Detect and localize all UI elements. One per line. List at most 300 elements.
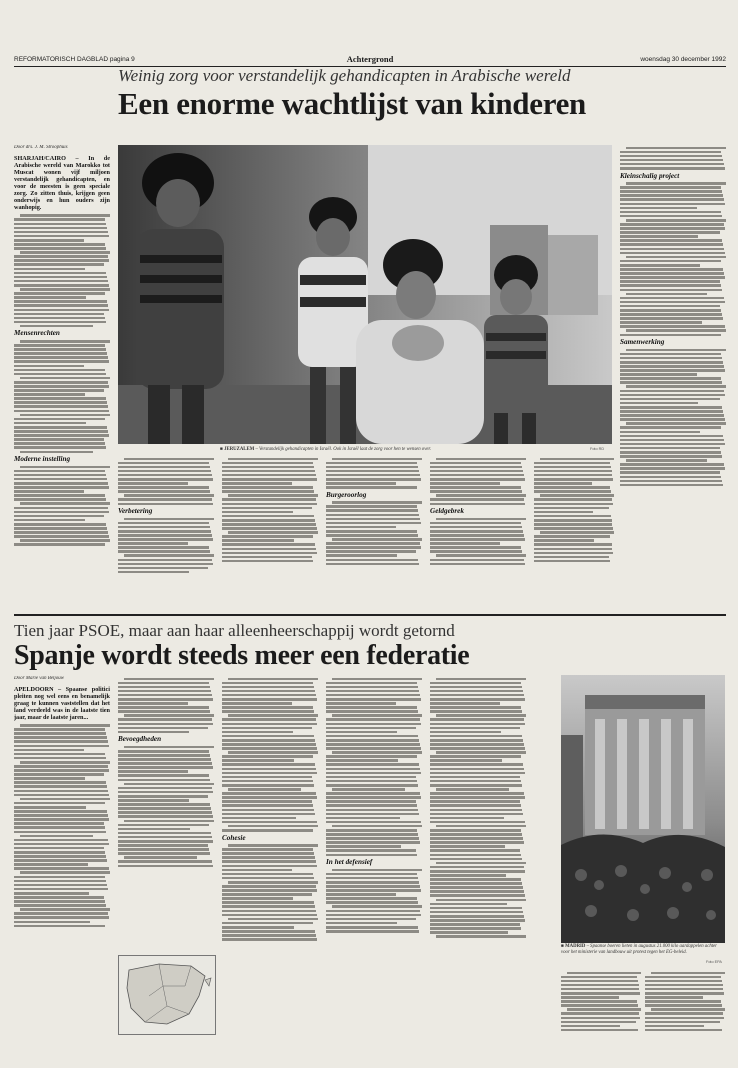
subhead-kleinschalig-project: Kleinschalig project [620, 171, 680, 180]
text-line [645, 996, 703, 999]
text-line [620, 231, 720, 234]
text-line [222, 865, 317, 868]
article1-photo-caption [220, 447, 612, 452]
text-line [430, 804, 521, 807]
text-line [14, 478, 107, 481]
article2-column-6 [561, 970, 641, 1058]
text-line [326, 926, 418, 929]
article1-column-1 [14, 145, 110, 600]
text-line [118, 787, 212, 790]
article1-kicker: Weinig zorg voor verstandelijk gehandicapten in Arabische wereld [118, 66, 571, 85]
text-line [326, 546, 421, 549]
text-line [430, 768, 524, 771]
caption-place: MADRID [565, 944, 586, 949]
text-line [561, 1012, 639, 1015]
text-line [222, 462, 313, 465]
text-line [620, 159, 723, 162]
text-line [436, 788, 509, 791]
text-line [118, 702, 188, 705]
text-line [14, 921, 90, 924]
text-line [124, 678, 214, 681]
text-line [326, 727, 416, 730]
text-line [222, 877, 314, 880]
text-line [118, 754, 210, 757]
text-line [118, 538, 213, 541]
text-line [326, 514, 419, 517]
text-line [14, 839, 108, 842]
text-line [326, 759, 398, 762]
text-line [645, 1017, 724, 1020]
text-line [222, 478, 317, 481]
text-line [222, 852, 314, 855]
text-line [118, 770, 188, 773]
text-line [222, 800, 312, 803]
text-line [436, 494, 526, 497]
text-line [620, 317, 723, 320]
text-line [326, 845, 401, 848]
text-line [326, 466, 418, 469]
text-line [228, 714, 318, 717]
text-line [620, 476, 721, 479]
text-line [430, 866, 524, 869]
text-line [222, 539, 294, 542]
text-line [561, 984, 639, 987]
text-line [326, 889, 421, 892]
text-line [326, 534, 418, 537]
text-line [326, 530, 417, 533]
body-text-block [222, 844, 318, 941]
text-line [14, 482, 108, 485]
text-line [222, 905, 315, 908]
text-line [326, 755, 417, 758]
text-line [14, 470, 105, 473]
text-line [326, 833, 418, 836]
text-line [118, 530, 211, 533]
text-line [222, 519, 315, 522]
text-line [118, 848, 209, 851]
text-line [430, 682, 521, 685]
text-line [14, 806, 86, 809]
text-line [620, 248, 724, 251]
text-line [326, 821, 421, 824]
text-line [620, 443, 725, 446]
issue-date: woensdag 30 december 1992 [640, 56, 726, 63]
text-line [222, 507, 312, 510]
text-line [430, 563, 525, 566]
text-line [14, 523, 106, 526]
text-line [620, 309, 721, 312]
text-line [222, 776, 312, 779]
text-line [14, 272, 106, 275]
text-line [118, 799, 189, 802]
text-line [620, 455, 722, 458]
text-line [118, 486, 209, 489]
text-line [620, 410, 723, 413]
text-line [222, 735, 314, 738]
text-line [222, 938, 317, 941]
text-line [14, 313, 104, 316]
text-line [118, 522, 209, 525]
text-line [620, 268, 723, 271]
text-line [436, 518, 526, 521]
text-line [430, 478, 525, 481]
text-line [534, 556, 609, 559]
text-line [118, 503, 213, 506]
text-line [620, 280, 720, 283]
text-line [430, 817, 504, 820]
text-line [118, 795, 208, 798]
subhead-geldgebrek: Geldgebrek [430, 507, 464, 516]
text-line [430, 821, 525, 824]
text-line [620, 353, 721, 356]
text-line [620, 361, 723, 364]
article1-byline: Door drs. J. M. Stroophuis [14, 145, 68, 150]
masthead [14, 54, 726, 66]
text-line [222, 860, 316, 863]
subhead-in-het-defensief: In het defensief [326, 858, 373, 867]
text-line [118, 686, 210, 689]
text-line [14, 855, 106, 858]
text-line [14, 543, 105, 546]
text-line [222, 690, 315, 693]
body-text-block [326, 869, 422, 933]
text-line [118, 860, 212, 863]
text-line [222, 490, 314, 493]
text-line [645, 1000, 721, 1003]
text-line [430, 870, 525, 873]
section-title: Achtergrond [346, 54, 394, 64]
text-line [14, 389, 104, 392]
text-line [222, 784, 314, 787]
caption-place: JERUZALEM [224, 447, 255, 452]
text-line [14, 892, 89, 895]
text-line [14, 309, 109, 312]
text-line [222, 743, 316, 746]
text-line [620, 373, 697, 376]
body-text-block [561, 972, 641, 1032]
text-line [14, 880, 106, 883]
text-line [14, 773, 104, 776]
text-line [430, 466, 522, 469]
text-line [14, 401, 107, 404]
text-line [14, 896, 104, 899]
body-text-block [14, 340, 110, 453]
text-line [14, 393, 85, 396]
text-line [14, 369, 105, 372]
text-line [561, 1029, 638, 1032]
text-line [430, 534, 524, 537]
text-line [534, 543, 612, 546]
text-line [430, 780, 521, 783]
text-line [118, 559, 212, 562]
text-line [118, 766, 213, 769]
text-line [20, 502, 110, 505]
body-text-block [620, 182, 726, 336]
text-line [430, 550, 522, 553]
text-line [118, 571, 189, 574]
text-line [222, 780, 313, 783]
text-line [326, 804, 417, 807]
text-line [620, 365, 724, 368]
text-line [124, 746, 214, 749]
text-line [118, 698, 213, 701]
text-line [14, 227, 107, 230]
text-line [124, 458, 214, 461]
text-line [430, 903, 507, 906]
text-line [20, 798, 110, 801]
text-line [222, 910, 316, 913]
text-line [222, 686, 314, 689]
text-line [620, 284, 721, 287]
article-separator-rule [14, 614, 726, 616]
text-line [222, 759, 294, 762]
subhead-cohesie: Cohesie [222, 833, 246, 842]
text-line [14, 781, 106, 784]
body-text-block [222, 678, 318, 832]
article2-headline: Spanje wordt steeds meer een federatie [14, 640, 470, 671]
text-line [534, 462, 610, 465]
article2-kicker: Tien jaar PSOE, maar aan haar alleenheerschappij wordt getornd [14, 621, 455, 640]
text-line [228, 531, 318, 534]
article1-photo [118, 145, 612, 444]
text-line [332, 905, 422, 908]
text-line [534, 511, 593, 514]
text-line [326, 885, 420, 888]
text-line [430, 735, 522, 738]
caption-marker-icon: ■ [220, 447, 225, 452]
text-line [326, 922, 397, 925]
text-line [326, 735, 418, 738]
text-line [332, 788, 405, 791]
text-line [222, 723, 317, 726]
text-line [118, 807, 211, 810]
text-line [620, 381, 722, 384]
text-line [14, 360, 109, 363]
text-line [118, 567, 208, 570]
text-line [222, 543, 315, 546]
subhead-verbetering: Verbetering [118, 507, 153, 516]
text-line [222, 727, 312, 730]
text-line [561, 1021, 636, 1024]
text-line [430, 503, 525, 506]
text-line [430, 694, 524, 697]
text-line [222, 470, 315, 473]
text-line [430, 723, 525, 726]
text-line [645, 1012, 723, 1015]
text-line [620, 305, 720, 308]
text-line [20, 325, 93, 328]
text-line [222, 535, 313, 538]
text-line [430, 858, 522, 861]
text-line [326, 509, 418, 512]
text-line [534, 560, 610, 563]
text-line [430, 911, 523, 914]
text-line [651, 1008, 725, 1011]
text-line [567, 972, 641, 975]
text-line [118, 750, 209, 753]
text-line [326, 550, 416, 553]
text-line [436, 825, 526, 828]
text-line [14, 280, 108, 283]
article2-photo [561, 675, 725, 943]
article1-column-2 [118, 456, 214, 606]
text-line [620, 297, 724, 300]
text-line [14, 867, 109, 870]
text-line [326, 478, 421, 481]
text-line [222, 702, 292, 705]
text-line [326, 718, 420, 721]
text-line [332, 678, 422, 681]
text-line [222, 897, 293, 900]
text-line [14, 904, 106, 907]
text-line [118, 526, 210, 529]
text-line [14, 231, 108, 234]
text-line [534, 507, 609, 510]
text-line [326, 901, 418, 904]
text-line [626, 385, 726, 388]
text-line [222, 556, 312, 559]
text-line [326, 813, 419, 816]
subhead-moderne-instelling: Moderne instelling [14, 455, 71, 464]
text-line [14, 446, 106, 449]
text-line [332, 714, 422, 717]
text-line [620, 414, 724, 417]
text-line [430, 530, 523, 533]
text-line [620, 151, 721, 154]
text-line [620, 301, 725, 304]
text-line [430, 462, 521, 465]
article2-column-5 [430, 676, 526, 1056]
text-line [14, 925, 105, 928]
text-line [14, 239, 84, 242]
text-line [14, 749, 84, 752]
text-line [228, 458, 318, 461]
text-line [222, 523, 316, 526]
text-line [222, 710, 314, 713]
text-line [20, 871, 110, 874]
text-line [430, 784, 522, 787]
text-line [118, 546, 209, 549]
text-line [14, 304, 108, 307]
text-line [626, 147, 726, 150]
text-line [436, 935, 526, 938]
text-line [222, 809, 314, 812]
text-line [430, 690, 523, 693]
article2-column-1 [14, 676, 110, 1056]
text-line [326, 763, 419, 766]
text-line [118, 482, 188, 485]
text-line [14, 259, 109, 262]
article1-column-right [620, 145, 726, 605]
text-line [14, 765, 108, 768]
text-line [430, 923, 520, 926]
text-line [534, 470, 612, 473]
text-line [14, 790, 108, 793]
text-line [430, 849, 520, 852]
text-line [620, 394, 725, 397]
text-line [534, 548, 612, 551]
text-line [118, 815, 213, 818]
text-line [430, 813, 523, 816]
text-line [14, 753, 105, 756]
text-line [620, 439, 724, 442]
text-line [620, 334, 721, 337]
text-line [561, 980, 638, 983]
text-line [326, 743, 420, 746]
text-line [20, 214, 110, 217]
text-line [222, 926, 294, 929]
text-line [561, 992, 640, 995]
text-line [14, 426, 107, 429]
photo-children-jerusalem [118, 145, 612, 444]
text-line [645, 1021, 720, 1024]
text-line [118, 844, 208, 847]
text-line [430, 490, 522, 493]
subhead-samenwerking: Samenwerking [620, 338, 665, 347]
text-line [14, 814, 108, 817]
text-line [118, 694, 212, 697]
text-line [326, 686, 418, 689]
text-line [118, 563, 213, 566]
text-line [430, 686, 522, 689]
text-line [20, 724, 110, 727]
text-line [430, 927, 521, 930]
text-line [626, 459, 707, 462]
text-line [20, 340, 110, 343]
text-line [326, 542, 420, 545]
body-text-block [326, 501, 422, 565]
text-line [332, 751, 422, 754]
text-line [534, 527, 613, 530]
text-line [430, 759, 502, 762]
text-line [222, 873, 313, 876]
text-line [14, 728, 105, 731]
text-line [326, 784, 418, 787]
text-line [534, 552, 613, 555]
text-line [14, 847, 104, 850]
text-line [332, 869, 422, 872]
text-line [222, 893, 312, 896]
text-line [14, 498, 106, 501]
text-line [561, 1000, 637, 1003]
text-line [332, 501, 422, 504]
text-line [326, 690, 419, 693]
article2-column-7 [645, 970, 725, 1058]
text-line [14, 490, 84, 493]
text-line [222, 511, 293, 514]
text-line [430, 498, 524, 501]
text-line [430, 907, 522, 910]
subhead-mensenrechten: Mensenrechten [14, 329, 60, 338]
text-line [326, 800, 416, 803]
text-line [620, 215, 722, 218]
text-line [430, 763, 523, 766]
text-line [620, 471, 720, 474]
text-line [436, 751, 526, 754]
text-line [222, 498, 316, 501]
text-line [222, 698, 317, 701]
article1-photo-credit: Foto RD [590, 447, 605, 451]
article2-column-2 [118, 676, 214, 951]
text-line [118, 832, 211, 835]
text-line [645, 1029, 722, 1032]
text-line [222, 813, 315, 816]
text-line [326, 723, 421, 726]
photo-potato-protest-madrid [561, 675, 725, 943]
text-line [14, 410, 109, 413]
text-line [534, 490, 611, 493]
article1-column-6 [534, 456, 614, 606]
